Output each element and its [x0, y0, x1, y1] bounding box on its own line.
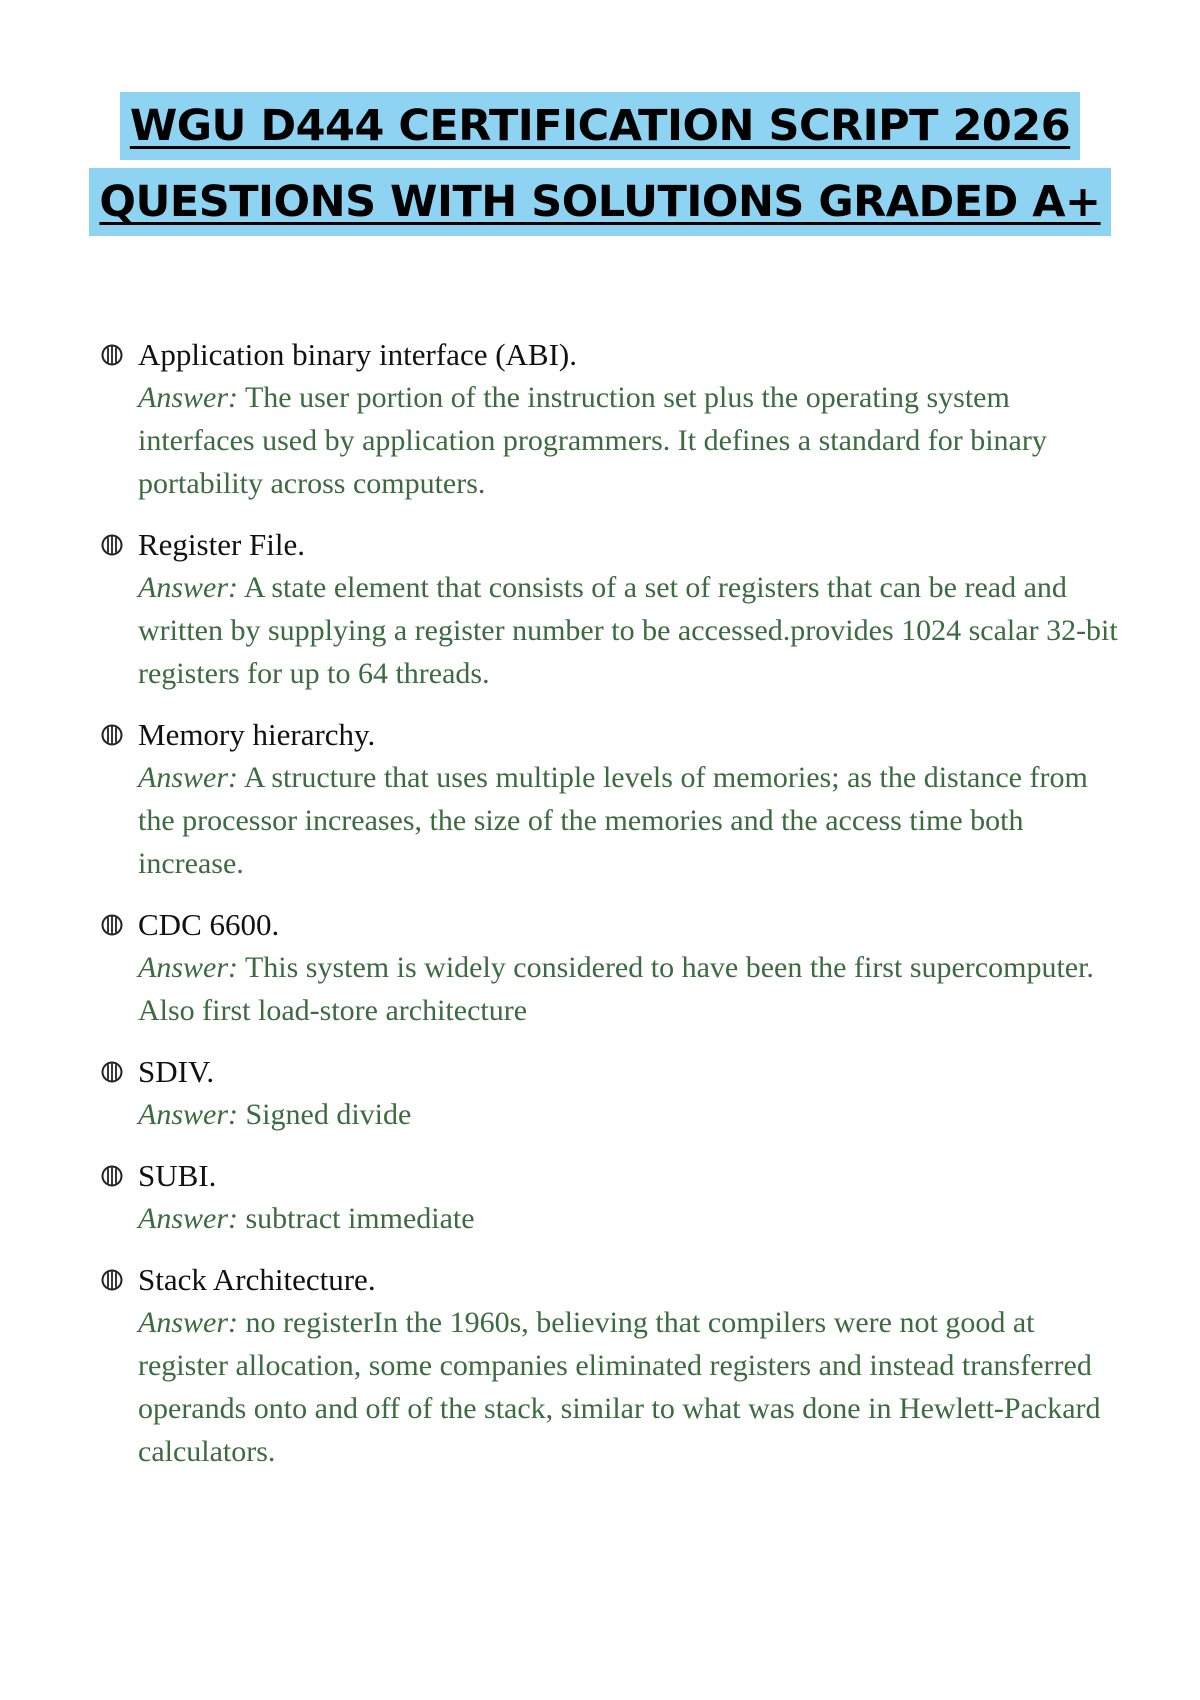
qa-item: [95, 1050, 1125, 1136]
answer-block: [138, 376, 1125, 505]
answer-text: This system is widely considered to have been the first supercomputer. Also first load-store architecture: [138, 951, 1094, 1027]
answer-label: Answer:: [138, 951, 238, 984]
question-text: SUBI.: [138, 1158, 217, 1193]
answer-label: Answer:: [138, 1098, 238, 1131]
answer-text: The user portion of the instruction set plus the operating system interfaces used by application programmers. It defines a standard for binary portability across computers.: [138, 381, 1047, 500]
question-text: SDIV.: [138, 1054, 215, 1089]
striped-circle-bullet-icon: [101, 1061, 123, 1083]
answer-text: A state element that consists of a set of registers that can be read and written by supplying a register number to be accessed.provides 1024 scalar 32-bit registers for up to 64 threads.: [138, 571, 1118, 690]
question-text: Register File.: [138, 527, 306, 562]
answer-text: Signed divide: [245, 1098, 412, 1131]
qa-item: [95, 1154, 1125, 1240]
answer-label: Answer:: [138, 761, 238, 794]
document-title: [0, 92, 1200, 236]
answer-text: A structure that uses multiple levels of memories; as the distance from the processor increases, the size of the memories and the access time both increase.: [138, 761, 1088, 880]
qa-item: [95, 903, 1125, 1032]
striped-circle-bullet-icon: [101, 724, 123, 746]
question-text: CDC 6600.: [138, 907, 280, 942]
answer-text: subtract immediate: [245, 1202, 475, 1235]
striped-circle-bullet-icon: [101, 1165, 123, 1187]
answer-label: Answer:: [138, 1202, 238, 1235]
striped-circle-bullet-icon: [101, 914, 123, 936]
title-line-2: QUESTIONS WITH SOLUTIONS GRADED A+: [89, 168, 1110, 236]
answer-block: [138, 756, 1125, 885]
striped-circle-bullet-icon: [101, 344, 123, 366]
striped-circle-bullet-icon: [101, 1269, 123, 1291]
qa-list: [95, 333, 1125, 1491]
answer-label: Answer:: [138, 381, 238, 414]
qa-item: [95, 1258, 1125, 1473]
qa-item: [95, 713, 1125, 885]
question-text: Memory hierarchy.: [138, 717, 376, 752]
answer-block: [138, 946, 1125, 1032]
answer-block: [138, 566, 1125, 695]
answer-block: [138, 1197, 1125, 1240]
answer-block: [138, 1301, 1125, 1473]
qa-item: [95, 333, 1125, 505]
striped-circle-bullet-icon: [101, 534, 123, 556]
answer-label: Answer:: [138, 571, 238, 604]
qa-item: [95, 523, 1125, 695]
answer-text: no registerIn the 1960s, believing that compilers were not good at register allocation, some companies eliminated registers and instead transferred operands onto and off of the stack, similar to what was done in Hewlett-Packard calculators.: [138, 1306, 1101, 1468]
question-text: Application binary interface (ABI).: [138, 337, 577, 372]
title-line-1: WGU D444 CERTIFICATION SCRIPT 2026: [120, 92, 1080, 160]
question-text: Stack Architecture.: [138, 1262, 376, 1297]
answer-block: [138, 1093, 1125, 1136]
answer-label: Answer:: [138, 1306, 238, 1339]
